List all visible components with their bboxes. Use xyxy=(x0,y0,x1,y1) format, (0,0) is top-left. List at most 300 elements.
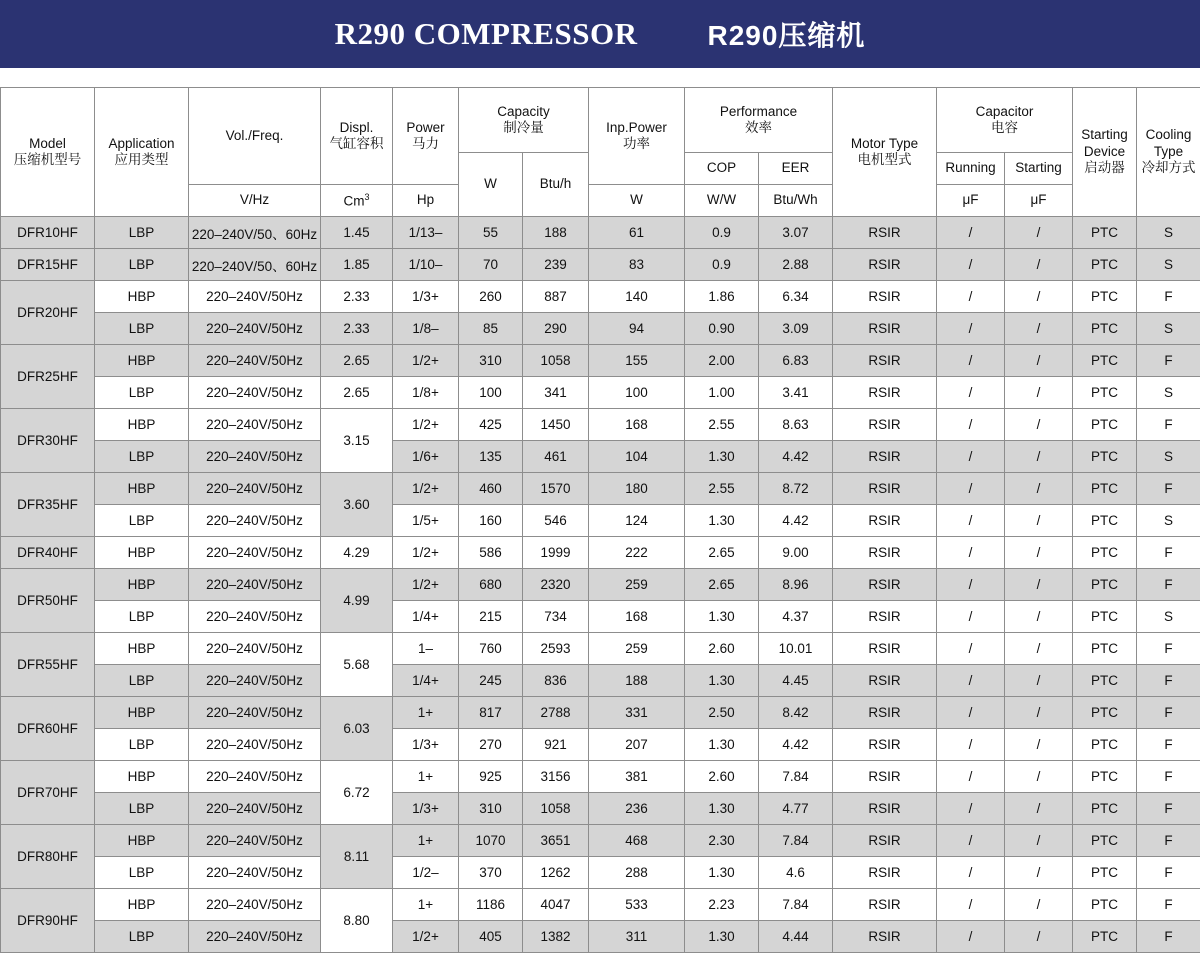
cell-eer: 8.72 xyxy=(759,473,833,505)
header-vol-freq: Vol./Freq. xyxy=(189,88,321,185)
cell-capacitor-running: / xyxy=(937,505,1005,537)
cell-eer: 3.41 xyxy=(759,377,833,409)
cell-application: HBP xyxy=(95,345,189,377)
cell-capacity-btu: 461 xyxy=(523,441,589,473)
cell-model: DFR50HF xyxy=(1,569,95,633)
cell-starting-device: PTC xyxy=(1073,697,1137,729)
cell-cop: 2.65 xyxy=(685,537,759,569)
cell-cop: 2.23 xyxy=(685,889,759,921)
cell-cop: 1.30 xyxy=(685,665,759,697)
cell-eer: 4.42 xyxy=(759,729,833,761)
header-power-en: Power xyxy=(394,120,457,136)
cell-vol-freq: 220–240V/50Hz xyxy=(189,313,321,345)
cell-model: DFR15HF xyxy=(1,249,95,281)
cell-starting-device: PTC xyxy=(1073,921,1137,953)
header-starting-device-en: Starting Device xyxy=(1074,127,1135,160)
cell-starting-device: PTC xyxy=(1073,505,1137,537)
cell-starting-device: PTC xyxy=(1073,665,1137,697)
cell-capacity-w: 405 xyxy=(459,921,523,953)
cell-starting-device: PTC xyxy=(1073,377,1137,409)
cell-capacitor-starting: / xyxy=(1005,793,1073,825)
header-input-power-cn: 功率 xyxy=(590,136,683,152)
cell-cooling-type: F xyxy=(1137,281,1200,313)
cell-capacitor-running: / xyxy=(937,697,1005,729)
table-row xyxy=(1,217,1200,249)
table-row xyxy=(1,409,1200,441)
cell-input-power: 83 xyxy=(589,249,685,281)
cell-starting-device: PTC xyxy=(1073,601,1137,633)
cell-eer: 2.88 xyxy=(759,249,833,281)
cell-displacement: 6.72 xyxy=(321,761,393,825)
table-header xyxy=(1,88,1200,217)
header-capacitor-starting: Starting xyxy=(1005,153,1073,185)
cell-input-power: 100 xyxy=(589,377,685,409)
cell-vol-freq: 220–240V/50Hz xyxy=(189,921,321,953)
cell-motor-type: RSIR xyxy=(833,569,937,601)
cell-capacity-w: 270 xyxy=(459,729,523,761)
cell-capacitor-running: / xyxy=(937,857,1005,889)
cell-application: HBP xyxy=(95,537,189,569)
cell-motor-type: RSIR xyxy=(833,537,937,569)
cell-cooling-type: F xyxy=(1137,761,1200,793)
cell-power: 1+ xyxy=(393,825,459,857)
cell-starting-device: PTC xyxy=(1073,857,1137,889)
cell-capacitor-running: / xyxy=(937,921,1005,953)
cell-starting-device: PTC xyxy=(1073,217,1137,249)
cell-displacement: 2.65 xyxy=(321,377,393,409)
table-row xyxy=(1,857,1200,889)
cell-capacity-w: 1186 xyxy=(459,889,523,921)
cell-power: 1– xyxy=(393,633,459,665)
cell-capacitor-running: / xyxy=(937,537,1005,569)
cell-capacity-btu: 239 xyxy=(523,249,589,281)
cell-application: HBP xyxy=(95,697,189,729)
cell-application: LBP xyxy=(95,857,189,889)
header-performance-en: Performance xyxy=(686,104,831,120)
cell-capacity-w: 260 xyxy=(459,281,523,313)
cell-input-power: 188 xyxy=(589,665,685,697)
cell-cooling-type: F xyxy=(1137,537,1200,569)
header-model-cn: 压缩机型号 xyxy=(2,152,93,168)
table-row xyxy=(1,761,1200,793)
cell-capacitor-running: / xyxy=(937,377,1005,409)
cell-input-power: 168 xyxy=(589,409,685,441)
cell-displacement: 2.33 xyxy=(321,281,393,313)
header-cop: COP xyxy=(685,153,759,185)
cell-input-power: 381 xyxy=(589,761,685,793)
cell-vol-freq: 220–240V/50Hz xyxy=(189,377,321,409)
cell-capacitor-starting: / xyxy=(1005,345,1073,377)
cell-input-power: 168 xyxy=(589,601,685,633)
cell-input-power: 331 xyxy=(589,697,685,729)
cell-motor-type: RSIR xyxy=(833,217,937,249)
cell-power: 1/6+ xyxy=(393,441,459,473)
header-capacitor-en: Capacitor xyxy=(938,104,1071,120)
cell-input-power: 180 xyxy=(589,473,685,505)
cell-model: DFR20HF xyxy=(1,281,95,345)
cell-capacity-btu: 4047 xyxy=(523,889,589,921)
header-capacity-unit-w: W xyxy=(459,153,523,217)
cell-application: LBP xyxy=(95,217,189,249)
cell-capacity-w: 1070 xyxy=(459,825,523,857)
table-row xyxy=(1,569,1200,601)
header-motor-type xyxy=(833,88,937,217)
cell-cooling-type: S xyxy=(1137,249,1200,281)
header-vol-freq-unit: V/Hz xyxy=(189,185,321,217)
cell-cooling-type: F xyxy=(1137,665,1200,697)
cell-motor-type: RSIR xyxy=(833,601,937,633)
cell-starting-device: PTC xyxy=(1073,761,1137,793)
cell-capacitor-running: / xyxy=(937,889,1005,921)
cell-cooling-type: F xyxy=(1137,889,1200,921)
cell-power: 1+ xyxy=(393,697,459,729)
cell-cop: 1.00 xyxy=(685,377,759,409)
cell-power: 1/2+ xyxy=(393,921,459,953)
cell-cop: 1.30 xyxy=(685,857,759,889)
cell-vol-freq: 220–240V/50Hz xyxy=(189,761,321,793)
cell-capacitor-running: / xyxy=(937,249,1005,281)
cell-motor-type: RSIR xyxy=(833,857,937,889)
cell-capacitor-starting: / xyxy=(1005,281,1073,313)
cell-capacitor-running: / xyxy=(937,601,1005,633)
cell-capacity-w: 370 xyxy=(459,857,523,889)
header-eer: EER xyxy=(759,153,833,185)
cell-power: 1/2+ xyxy=(393,537,459,569)
cell-eer: 7.84 xyxy=(759,825,833,857)
cell-input-power: 61 xyxy=(589,217,685,249)
cell-capacitor-running: / xyxy=(937,281,1005,313)
header-input-power-en: Inp.Power xyxy=(590,120,683,136)
cell-input-power: 288 xyxy=(589,857,685,889)
cell-capacity-w: 925 xyxy=(459,761,523,793)
cell-vol-freq: 220–240V/50Hz xyxy=(189,793,321,825)
cell-capacitor-starting: / xyxy=(1005,857,1073,889)
cell-capacitor-starting: / xyxy=(1005,249,1073,281)
cell-vol-freq: 220–240V/50Hz xyxy=(189,697,321,729)
cell-input-power: 236 xyxy=(589,793,685,825)
cell-eer: 8.63 xyxy=(759,409,833,441)
cell-cooling-type: F xyxy=(1137,473,1200,505)
cell-capacitor-starting: / xyxy=(1005,441,1073,473)
cell-power: 1/3+ xyxy=(393,793,459,825)
cell-capacity-w: 70 xyxy=(459,249,523,281)
cell-cooling-type: S xyxy=(1137,441,1200,473)
header-capacity-unit-btu: Btu/h xyxy=(523,153,589,217)
cell-capacity-btu: 1262 xyxy=(523,857,589,889)
table-row xyxy=(1,249,1200,281)
cell-vol-freq: 220–240V/50Hz xyxy=(189,857,321,889)
cell-cooling-type: F xyxy=(1137,569,1200,601)
cell-application: HBP xyxy=(95,569,189,601)
header-power-cn: 马力 xyxy=(394,136,457,152)
cell-capacity-btu: 1058 xyxy=(523,345,589,377)
cell-capacitor-running: / xyxy=(937,441,1005,473)
header-running-unit: μF xyxy=(937,185,1005,217)
cell-starting-device: PTC xyxy=(1073,409,1137,441)
cell-cooling-type: F xyxy=(1137,409,1200,441)
cell-application: HBP xyxy=(95,761,189,793)
cell-capacity-w: 245 xyxy=(459,665,523,697)
cell-starting-device: PTC xyxy=(1073,281,1137,313)
cell-vol-freq: 220–240V/50Hz xyxy=(189,665,321,697)
cell-displacement: 3.60 xyxy=(321,473,393,537)
page-header-banner xyxy=(0,0,1200,68)
cell-displacement: 5.68 xyxy=(321,633,393,697)
table-row xyxy=(1,377,1200,409)
cell-motor-type: RSIR xyxy=(833,409,937,441)
header-displacement xyxy=(321,88,393,185)
cell-input-power: 124 xyxy=(589,505,685,537)
cell-application: LBP xyxy=(95,601,189,633)
cell-eer: 10.01 xyxy=(759,633,833,665)
cell-cop: 2.65 xyxy=(685,569,759,601)
cell-motor-type: RSIR xyxy=(833,249,937,281)
cell-starting-device: PTC xyxy=(1073,633,1137,665)
cell-capacity-btu: 921 xyxy=(523,729,589,761)
header-starting-unit: μF xyxy=(1005,185,1073,217)
cell-application: HBP xyxy=(95,889,189,921)
cell-input-power: 140 xyxy=(589,281,685,313)
cell-power: 1/2+ xyxy=(393,569,459,601)
header-performance-cn: 效率 xyxy=(686,120,831,136)
cell-power: 1+ xyxy=(393,761,459,793)
cell-starting-device: PTC xyxy=(1073,825,1137,857)
header-motor-type-en: Motor Type xyxy=(834,136,935,152)
cell-model: DFR55HF xyxy=(1,633,95,697)
header-inp-power-unit: W xyxy=(589,185,685,217)
cell-capacitor-starting: / xyxy=(1005,505,1073,537)
cell-cop: 1.30 xyxy=(685,441,759,473)
cell-cop: 1.30 xyxy=(685,505,759,537)
cell-capacitor-starting: / xyxy=(1005,697,1073,729)
cell-application: HBP xyxy=(95,281,189,313)
cell-cooling-type: F xyxy=(1137,729,1200,761)
cell-capacitor-running: / xyxy=(937,825,1005,857)
cell-input-power: 259 xyxy=(589,569,685,601)
cell-capacity-btu: 1382 xyxy=(523,921,589,953)
cell-power: 1/4+ xyxy=(393,601,459,633)
cell-eer: 6.34 xyxy=(759,281,833,313)
cell-input-power: 155 xyxy=(589,345,685,377)
header-capacitor-running: Running xyxy=(937,153,1005,185)
cell-eer: 4.77 xyxy=(759,793,833,825)
cell-capacitor-running: / xyxy=(937,473,1005,505)
cell-capacity-btu: 734 xyxy=(523,601,589,633)
cell-starting-device: PTC xyxy=(1073,729,1137,761)
header-capacity-en: Capacity xyxy=(460,104,587,120)
cell-displacement: 2.65 xyxy=(321,345,393,377)
cell-power: 1/2+ xyxy=(393,473,459,505)
header-application-en: Application xyxy=(96,136,187,152)
cell-model: DFR40HF xyxy=(1,537,95,569)
cell-capacity-w: 55 xyxy=(459,217,523,249)
cell-eer: 7.84 xyxy=(759,761,833,793)
cell-vol-freq: 220–240V/50Hz xyxy=(189,473,321,505)
banner-title-english: R290 COMPRESSOR xyxy=(335,16,638,52)
cell-capacity-btu: 290 xyxy=(523,313,589,345)
cell-motor-type: RSIR xyxy=(833,473,937,505)
cell-capacity-w: 460 xyxy=(459,473,523,505)
header-application xyxy=(95,88,189,217)
cell-vol-freq: 220–240V/50Hz xyxy=(189,441,321,473)
cell-cop: 2.60 xyxy=(685,633,759,665)
cell-capacity-w: 760 xyxy=(459,633,523,665)
cell-capacity-w: 160 xyxy=(459,505,523,537)
cell-motor-type: RSIR xyxy=(833,505,937,537)
cell-capacity-w: 135 xyxy=(459,441,523,473)
cell-vol-freq: 220–240V/50Hz xyxy=(189,601,321,633)
cell-capacitor-running: / xyxy=(937,313,1005,345)
table-row xyxy=(1,537,1200,569)
header-capacity-cn: 制冷量 xyxy=(460,120,587,136)
cell-power: 1/2– xyxy=(393,857,459,889)
cell-motor-type: RSIR xyxy=(833,377,937,409)
cell-capacitor-running: / xyxy=(937,761,1005,793)
cell-vol-freq: 220–240V/50Hz xyxy=(189,345,321,377)
header-power xyxy=(393,88,459,185)
cell-cooling-type: F xyxy=(1137,697,1200,729)
cell-capacitor-starting: / xyxy=(1005,473,1073,505)
cell-cop: 0.9 xyxy=(685,249,759,281)
compressor-spec-table xyxy=(0,87,1200,953)
cell-application: HBP xyxy=(95,825,189,857)
table-row xyxy=(1,729,1200,761)
header-cooling-type-en: Cooling Type xyxy=(1138,127,1199,160)
cell-cop: 2.55 xyxy=(685,409,759,441)
cell-capacity-btu: 2593 xyxy=(523,633,589,665)
cell-application: LBP xyxy=(95,921,189,953)
cell-power: 1+ xyxy=(393,889,459,921)
cell-capacitor-starting: / xyxy=(1005,569,1073,601)
cell-input-power: 311 xyxy=(589,921,685,953)
cell-input-power: 104 xyxy=(589,441,685,473)
header-capacitor-cn: 电容 xyxy=(938,120,1071,136)
table-row xyxy=(1,441,1200,473)
cell-capacity-w: 310 xyxy=(459,345,523,377)
cell-input-power: 533 xyxy=(589,889,685,921)
cell-capacity-w: 310 xyxy=(459,793,523,825)
header-starting-device xyxy=(1073,88,1137,217)
cell-cooling-type: F xyxy=(1137,633,1200,665)
cell-motor-type: RSIR xyxy=(833,633,937,665)
cell-displacement: 1.85 xyxy=(321,249,393,281)
header-eer-unit: Btu/Wh xyxy=(759,185,833,217)
cell-eer: 4.45 xyxy=(759,665,833,697)
header-model xyxy=(1,88,95,217)
cell-capacitor-starting: / xyxy=(1005,761,1073,793)
cell-motor-type: RSIR xyxy=(833,665,937,697)
header-capacitor xyxy=(937,88,1073,153)
cell-input-power: 222 xyxy=(589,537,685,569)
cell-power: 1/5+ xyxy=(393,505,459,537)
cell-displacement: 8.80 xyxy=(321,889,393,953)
cell-cooling-type: F xyxy=(1137,857,1200,889)
cell-capacity-btu: 3156 xyxy=(523,761,589,793)
cell-capacity-btu: 2788 xyxy=(523,697,589,729)
cell-motor-type: RSIR xyxy=(833,729,937,761)
cell-cop: 1.30 xyxy=(685,793,759,825)
cell-power: 1/13– xyxy=(393,217,459,249)
header-displacement-cn: 气缸容积 xyxy=(322,136,391,152)
cell-input-power: 207 xyxy=(589,729,685,761)
cell-input-power: 468 xyxy=(589,825,685,857)
cell-starting-device: PTC xyxy=(1073,537,1137,569)
cell-application: LBP xyxy=(95,729,189,761)
cell-capacity-w: 586 xyxy=(459,537,523,569)
cell-cooling-type: F xyxy=(1137,345,1200,377)
cell-model: DFR70HF xyxy=(1,761,95,825)
cell-power: 1/3+ xyxy=(393,281,459,313)
cell-cop: 2.55 xyxy=(685,473,759,505)
cell-cop: 2.00 xyxy=(685,345,759,377)
cell-vol-freq: 220–240V/50Hz xyxy=(189,729,321,761)
cell-capacitor-starting: / xyxy=(1005,217,1073,249)
cell-cop: 2.30 xyxy=(685,825,759,857)
cell-starting-device: PTC xyxy=(1073,473,1137,505)
cell-capacitor-starting: / xyxy=(1005,729,1073,761)
cell-vol-freq: 220–240V/50、60Hz xyxy=(189,217,321,249)
cell-capacitor-starting: / xyxy=(1005,377,1073,409)
cell-application: LBP xyxy=(95,249,189,281)
cell-capacitor-starting: / xyxy=(1005,409,1073,441)
cell-capacity-btu: 1450 xyxy=(523,409,589,441)
table-row xyxy=(1,665,1200,697)
cell-capacitor-running: / xyxy=(937,793,1005,825)
cell-eer: 6.83 xyxy=(759,345,833,377)
cell-motor-type: RSIR xyxy=(833,793,937,825)
cell-capacity-btu: 1058 xyxy=(523,793,589,825)
cell-capacity-btu: 188 xyxy=(523,217,589,249)
cell-capacity-w: 100 xyxy=(459,377,523,409)
cell-capacitor-running: / xyxy=(937,633,1005,665)
header-capacity xyxy=(459,88,589,153)
cell-vol-freq: 220–240V/50Hz xyxy=(189,825,321,857)
cell-eer: 9.00 xyxy=(759,537,833,569)
table-row xyxy=(1,921,1200,953)
cell-capacitor-running: / xyxy=(937,729,1005,761)
header-application-cn: 应用类型 xyxy=(96,152,187,168)
cell-cop: 1.30 xyxy=(685,921,759,953)
cell-capacity-btu: 1570 xyxy=(523,473,589,505)
header-cop-unit: W/W xyxy=(685,185,759,217)
cell-eer: 4.37 xyxy=(759,601,833,633)
cell-displacement: 1.45 xyxy=(321,217,393,249)
cell-capacitor-starting: / xyxy=(1005,633,1073,665)
cell-power: 1/2+ xyxy=(393,409,459,441)
cell-model: DFR60HF xyxy=(1,697,95,761)
cell-eer: 4.44 xyxy=(759,921,833,953)
cell-displacement: 3.15 xyxy=(321,409,393,473)
cell-eer: 3.07 xyxy=(759,217,833,249)
header-motor-type-cn: 电机型式 xyxy=(834,152,935,168)
cell-capacitor-starting: / xyxy=(1005,825,1073,857)
cell-motor-type: RSIR xyxy=(833,889,937,921)
cell-model: DFR25HF xyxy=(1,345,95,409)
cell-vol-freq: 220–240V/50Hz xyxy=(189,537,321,569)
cell-displacement: 6.03 xyxy=(321,697,393,761)
cell-capacitor-starting: / xyxy=(1005,921,1073,953)
cell-displacement: 2.33 xyxy=(321,313,393,345)
cell-cooling-type: S xyxy=(1137,217,1200,249)
cell-cop: 1.86 xyxy=(685,281,759,313)
cell-model: DFR35HF xyxy=(1,473,95,537)
table-row xyxy=(1,281,1200,313)
cell-capacity-btu: 546 xyxy=(523,505,589,537)
cell-capacity-btu: 1999 xyxy=(523,537,589,569)
cell-motor-type: RSIR xyxy=(833,761,937,793)
cell-capacitor-starting: / xyxy=(1005,665,1073,697)
cell-motor-type: RSIR xyxy=(833,921,937,953)
